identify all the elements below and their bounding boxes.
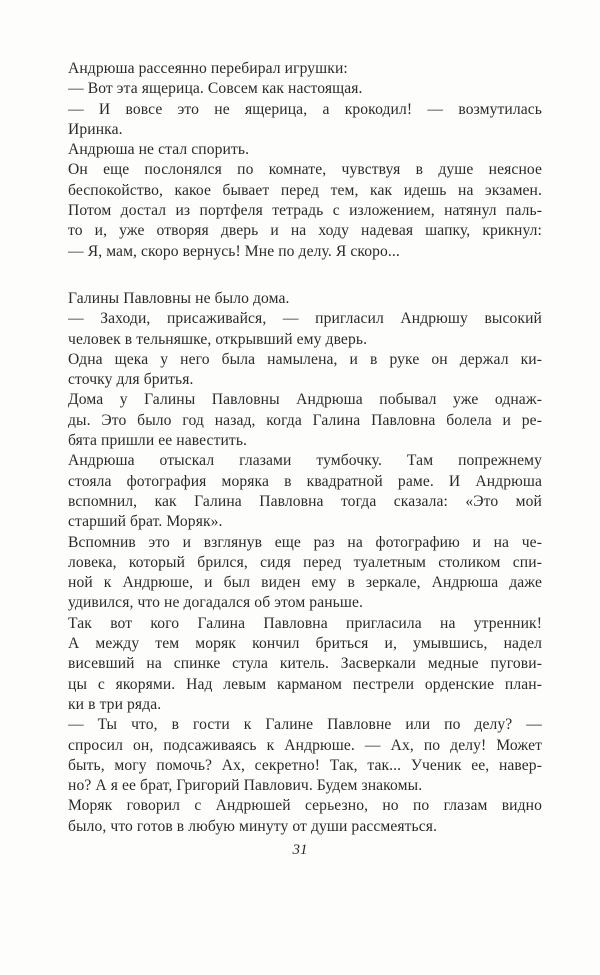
text-line: быть, могу помочь? Ах, секретно! Так, так... Ученик ее, навер- (68, 756, 542, 774)
text-line: Андрюша рассеянно перебирал игрушки: (68, 60, 348, 77)
text-line: Иринка. (68, 120, 123, 138)
text-line: цы с якорями. Над левым карманом пестрели орденские план- (68, 675, 542, 693)
text-line: Одна щека у него была намылена, и в руке он держал ки- (68, 350, 542, 368)
text-line: — Я, мам, скоро вернусь! Мне по делу. Я скоро... (68, 242, 400, 260)
text-line: — Ты что, в гости к Галине Павловне или по делу? — (68, 716, 542, 734)
text-line: человек в тельняшке, открывший ему дверь. (68, 330, 368, 348)
text-line: Галины Павловны не было дома. (68, 289, 290, 307)
text-line: — И вовсе это не ящерица, а крокодил! — возмутилась (68, 100, 542, 118)
text-line: Дома у Галины Павловны Андрюша побывал уже однаж- (68, 391, 542, 409)
text-line: ной к Андрюше, и был виден ему в зеркале, Андрюша даже (68, 574, 542, 592)
text-line: Моряк говорил с Андрюшей серьезно, но по глазам видно (68, 797, 542, 815)
section-gap (68, 262, 542, 289)
text-line: Андрюша не стал спорить. (68, 141, 250, 159)
text-line: спросил он, подсаживаясь к Андрюше. — Ах, по делу! Может (68, 736, 542, 754)
text-section-2 (68, 289, 542, 837)
body-text (68, 59, 542, 837)
text-line: вспомнил, как Галина Павловна тогда сказала: «Это мой (68, 492, 542, 510)
text-line: ды. Это было год назад, когда Галина Павловна болела и ре- (68, 411, 542, 429)
text-line: беспокойство, какое бывает перед тем, как идешь на экзамен. (68, 181, 542, 199)
page-number: 31 (292, 842, 308, 858)
text-line: бята пришли ее навестить. (68, 432, 248, 450)
text-line: ки в три ряда. (68, 695, 162, 713)
text-line: Потом достал из портфеля тетрадь с изложением, натянул паль- (68, 202, 542, 220)
text-line: ловека, который брился, сидя перед туалетным столиком спи- (68, 553, 542, 571)
text-line: сточку для бритья. (68, 371, 194, 389)
text-line: Он еще послонялся по комнате, чувствуя в душе неясное (68, 161, 542, 179)
text-line: Андрюша отыскал глазами тумбочку. Там попрежнему (68, 452, 542, 470)
text-line: Так вот кого Галина Павловна пригласила на утренник! (68, 614, 542, 632)
text-line: — Вот эта ящерица. Совсем как настоящая. (68, 80, 363, 98)
text-line: но? А я ее брат, Григорий Павлович. Будем знакомы. (68, 777, 423, 795)
text-line: висевший на спинке стула китель. Засверкали медные пугови- (68, 655, 542, 673)
text-line: стояла фотография моряка в квадратной раме. И Андрюша (68, 472, 542, 490)
text-line: А между тем моряк кончил бриться и, умывшись, надел (68, 635, 542, 653)
text-section-1 (68, 59, 542, 262)
text-line: было, что готов в любую минуту от души рассмеяться. (68, 817, 438, 835)
text-line: удивился, что не догадался об этом раньше. (68, 594, 363, 612)
text-line: Вспомнив это и взглянув еще раз на фотографию и на че- (68, 533, 542, 551)
text-line: то и, уже отворяя дверь и на ходу надевая шапку, крикнул: (68, 222, 542, 240)
text-line: — Заходи, присаживайся, — пригласил Андрюшу высокий (68, 310, 542, 328)
text-line: старший брат. Моряк». (68, 513, 223, 531)
